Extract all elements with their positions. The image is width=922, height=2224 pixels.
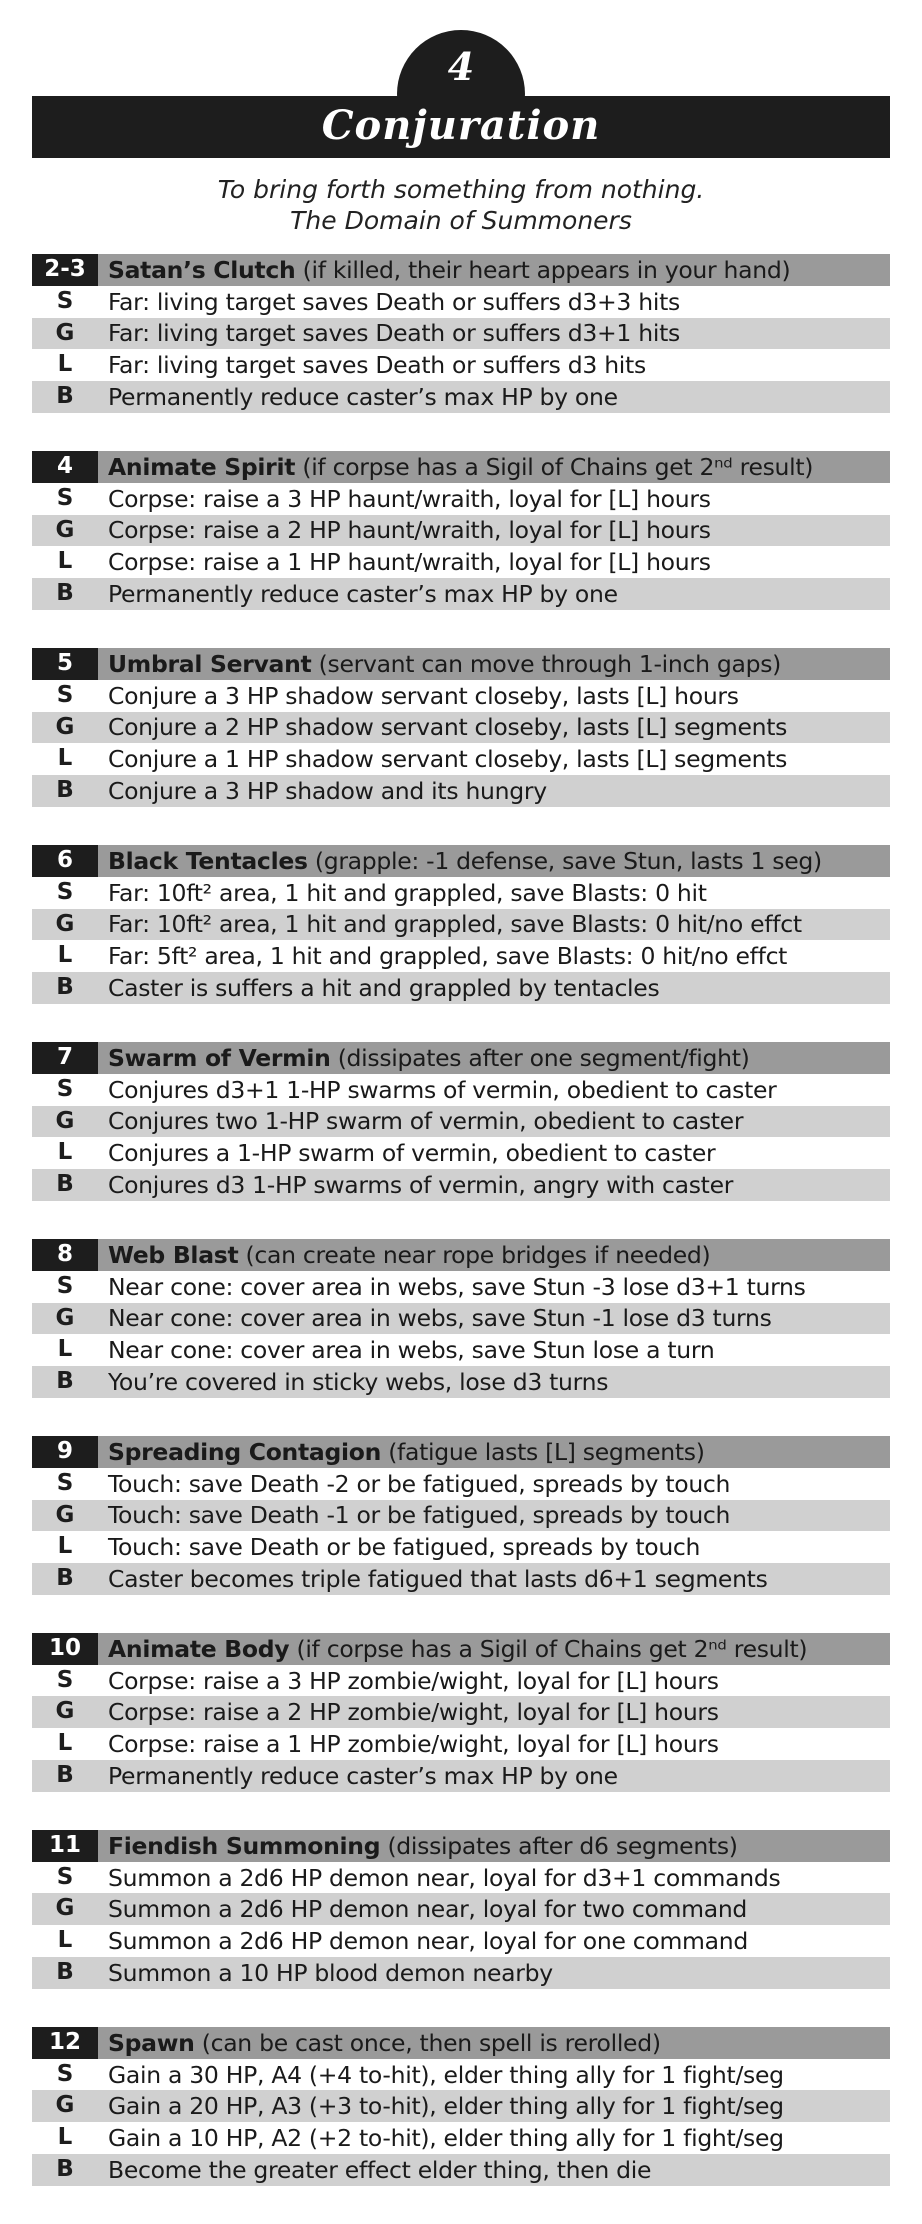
result-text: Far: living target saves Death or suffers d3+3 hits <box>108 287 680 316</box>
result-text: Conjures a 1-HP swarm of vermin, obedient to caster <box>108 1139 716 1168</box>
result-key: L <box>57 1927 73 1954</box>
result-key: B <box>56 2156 74 2183</box>
spell-name: Web Blast <box>108 1240 239 1269</box>
spell-roll: 11 <box>32 1830 98 1862</box>
result-key: B <box>56 1368 74 1395</box>
result-key: G <box>55 713 75 740</box>
spell-name: Animate Spirit <box>108 452 296 481</box>
spell-header-row <box>32 1436 890 1468</box>
result-row <box>32 1366 890 1398</box>
chapter-number: 4 <box>447 44 475 89</box>
result-text: Far: 10ft² area, 1 hit and grappled, save Blasts: 0 hit/no effct <box>108 910 802 939</box>
result-row <box>32 680 890 712</box>
result-row <box>32 286 890 318</box>
spell-title <box>98 650 890 678</box>
result-row <box>32 1334 890 1366</box>
result-text: Far: living target saves Death or suffers d3+1 hits <box>108 319 680 348</box>
spell-name: Black Tentacles <box>108 846 308 875</box>
spell-tables <box>32 254 890 2224</box>
result-row <box>32 909 890 941</box>
result-text: Near cone: cover area in webs, save Stun -3 lose d3+1 turns <box>108 1272 806 1301</box>
spell-roll: 2-3 <box>32 254 98 286</box>
spell-note: (grapple: -1 defense, save Stun, lasts 1 seg) <box>314 846 822 875</box>
result-text: Gain a 10 HP, A2 (+2 to-hit), elder thing ally for 1 fight/seg <box>108 2124 784 2153</box>
result-row <box>32 1271 890 1303</box>
result-row <box>32 1665 890 1697</box>
result-row <box>32 1531 890 1563</box>
result-key: S <box>56 287 74 314</box>
result-row <box>32 1106 890 1138</box>
spell-header-row <box>32 1830 890 1862</box>
spell-title <box>98 453 890 481</box>
spell-title <box>98 1044 890 1072</box>
spell-name: Swarm of Vermin <box>108 1043 331 1072</box>
result-text: Permanently reduce caster’s max HP by one <box>108 383 618 412</box>
result-key: S <box>56 1272 74 1299</box>
result-key: L <box>57 548 73 575</box>
spell-roll: 7 <box>32 1042 98 1074</box>
result-key: G <box>55 516 75 543</box>
result-text: Corpse: raise a 2 HP zombie/wight, loyal for [L] hours <box>108 1698 719 1727</box>
result-key: G <box>55 1304 75 1331</box>
result-row <box>32 1957 890 1989</box>
spell-note: (if corpse has a Sigil of Chains get 2ⁿᵈ result) <box>296 1634 808 1663</box>
result-key: B <box>56 974 74 1001</box>
result-key: L <box>57 351 73 378</box>
result-key: B <box>56 1762 74 1789</box>
spell-title <box>98 1832 890 1860</box>
spell-title <box>98 847 890 875</box>
result-key: S <box>56 2060 74 2087</box>
result-key: S <box>56 1075 74 1102</box>
result-key: G <box>55 910 75 937</box>
result-text: Conjure a 3 HP shadow servant closeby, lasts [L] hours <box>108 681 739 710</box>
spell-table <box>32 648 890 807</box>
spell-header-row <box>32 845 890 877</box>
result-row <box>32 1728 890 1760</box>
spell-header-row <box>32 1042 890 1074</box>
result-key: S <box>56 484 74 511</box>
result-key: G <box>55 1698 75 1725</box>
result-text: Conjure a 3 HP shadow and its hungry <box>108 777 547 806</box>
result-text: Corpse: raise a 1 HP haunt/wraith, loyal for [L] hours <box>108 548 711 577</box>
spell-note: (if killed, their heart appears in your hand) <box>302 255 791 284</box>
result-row <box>32 1169 890 1201</box>
result-text: Touch: save Death -2 or be fatigued, spreads by touch <box>108 1469 731 1498</box>
result-row <box>32 940 890 972</box>
result-text: Conjure a 1 HP shadow servant closeby, lasts [L] segments <box>108 745 788 774</box>
result-row <box>32 2154 890 2186</box>
spell-title <box>98 1438 890 1466</box>
spell-name: Spreading Contagion <box>108 1437 382 1466</box>
result-row <box>32 1925 890 1957</box>
result-key: G <box>55 1895 75 1922</box>
spell-note: (if corpse has a Sigil of Chains get 2ⁿᵈ result) <box>302 452 814 481</box>
result-key: L <box>57 942 73 969</box>
spell-header-row <box>32 254 890 286</box>
result-text: Far: 10ft² area, 1 hit and grappled, save Blasts: 0 hit <box>108 878 707 907</box>
result-text: Corpse: raise a 3 HP haunt/wraith, loyal for [L] hours <box>108 484 711 513</box>
spell-table <box>32 1633 890 1792</box>
spell-roll: 5 <box>32 648 98 680</box>
result-row <box>32 1137 890 1169</box>
spell-roll: 6 <box>32 845 98 877</box>
spell-header-row <box>32 648 890 680</box>
spell-header-row <box>32 1239 890 1271</box>
spell-title <box>98 2029 890 2057</box>
spell-title <box>98 1241 890 1269</box>
result-text: Far: 5ft² area, 1 hit and grappled, save Blasts: 0 hit/no effct <box>108 942 788 971</box>
result-text: Far: living target saves Death or suffers d3 hits <box>108 351 646 380</box>
result-text: Summon a 10 HP blood demon nearby <box>108 1958 553 1987</box>
result-text: Corpse: raise a 2 HP haunt/wraith, loyal for [L] hours <box>108 516 711 545</box>
result-key: G <box>55 2092 75 2119</box>
result-row <box>32 1074 890 1106</box>
result-key: L <box>57 2124 73 2151</box>
result-row <box>32 1468 890 1500</box>
spell-header-row <box>32 1633 890 1665</box>
result-row <box>32 546 890 578</box>
result-key: L <box>57 1336 73 1363</box>
result-row <box>32 2122 890 2154</box>
spell-note: (dissipates after one segment/fight) <box>337 1043 750 1072</box>
result-text: Touch: save Death -1 or be fatigued, spreads by touch <box>108 1501 731 1530</box>
result-text: Conjures d3+1 1-HP swarms of vermin, obedient to caster <box>108 1075 777 1104</box>
result-row <box>32 349 890 381</box>
result-row <box>32 1760 890 1792</box>
chapter-title: Conjuration <box>321 102 601 149</box>
spell-table <box>32 845 890 1004</box>
spell-name: Umbral Servant <box>108 649 312 678</box>
spell-name: Animate Body <box>108 1634 290 1663</box>
result-row <box>32 877 890 909</box>
result-row <box>32 1696 890 1728</box>
result-key: L <box>57 1730 73 1757</box>
result-key: B <box>56 1959 74 1986</box>
result-row <box>32 381 890 413</box>
result-row <box>32 1893 890 1925</box>
subtitle-line-2: The Domain of Summoners <box>290 206 632 235</box>
result-text: Permanently reduce caster’s max HP by one <box>108 580 618 609</box>
spell-table <box>32 1042 890 1201</box>
result-row <box>32 515 890 547</box>
result-key: G <box>55 319 75 346</box>
result-key: S <box>56 1863 74 1890</box>
result-text: Summon a 2d6 HP demon near, loyal for d3+1 commands <box>108 1863 781 1892</box>
result-text: Near cone: cover area in webs, save Stun -1 lose d3 turns <box>108 1304 772 1333</box>
spell-roll: 4 <box>32 451 98 483</box>
spell-name: Fiendish Summoning <box>108 1831 381 1860</box>
spell-table <box>32 451 890 610</box>
result-row <box>32 2090 890 2122</box>
spell-name: Satan’s Clutch <box>108 255 296 284</box>
spell-roll: 10 <box>32 1633 98 1665</box>
result-key: B <box>56 777 74 804</box>
result-text: Corpse: raise a 3 HP zombie/wight, loyal for [L] hours <box>108 1666 719 1695</box>
spell-note: (servant can move through 1-inch gaps) <box>318 649 782 678</box>
result-text: Caster is suffers a hit and grappled by tentacles <box>108 974 660 1003</box>
result-text: Caster becomes triple fatigued that lasts d6+1 segments <box>108 1564 768 1593</box>
result-row <box>32 1500 890 1532</box>
result-text: Gain a 30 HP, A4 (+4 to-hit), elder thing ally for 1 fight/seg <box>108 2060 784 2089</box>
result-key: L <box>57 1139 73 1166</box>
spell-title <box>98 1635 890 1663</box>
result-key: B <box>56 1565 74 1592</box>
result-text: Corpse: raise a 1 HP zombie/wight, loyal for [L] hours <box>108 1730 719 1759</box>
result-key: S <box>56 1469 74 1496</box>
spell-header-row <box>32 451 890 483</box>
spell-header-row <box>32 2027 890 2059</box>
result-text: Become the greater effect elder thing, then die <box>108 2155 652 2184</box>
result-text: Gain a 20 HP, A3 (+3 to-hit), elder thing ally for 1 fight/seg <box>108 2092 784 2121</box>
spell-note: (dissipates after d6 segments) <box>387 1831 738 1860</box>
result-row <box>32 318 890 350</box>
result-text: Summon a 2d6 HP demon near, loyal for two command <box>108 1895 748 1924</box>
result-key: B <box>56 1171 74 1198</box>
result-key: L <box>57 745 73 772</box>
result-key: G <box>55 1107 75 1134</box>
result-key: S <box>56 878 74 905</box>
result-row <box>32 1303 890 1335</box>
result-text: Touch: save Death or be fatigued, spreads by touch <box>108 1533 701 1562</box>
result-row <box>32 1862 890 1894</box>
spell-roll: 8 <box>32 1239 98 1271</box>
spell-note: (can be cast once, then spell is rerolled) <box>201 2028 661 2057</box>
spell-table <box>32 2027 890 2186</box>
result-text: Conjure a 2 HP shadow servant closeby, lasts [L] segments <box>108 713 788 742</box>
result-text: You’re covered in sticky webs, lose d3 turns <box>108 1368 609 1396</box>
spell-name: Spawn <box>108 2028 195 2057</box>
result-key: L <box>57 1533 73 1560</box>
result-row <box>32 578 890 610</box>
spell-roll: 12 <box>32 2027 98 2059</box>
spell-table <box>32 254 890 413</box>
result-text: Conjures d3 1-HP swarms of vermin, angry with caster <box>108 1171 734 1200</box>
spell-note: (can create near rope bridges if needed) <box>245 1240 711 1269</box>
result-key: S <box>56 1666 74 1693</box>
chapter-header <box>0 0 922 170</box>
chapter-subtitle <box>0 174 922 236</box>
spell-table <box>32 1239 890 1398</box>
spell-table <box>32 1436 890 1595</box>
spell-title <box>98 256 890 284</box>
result-text: Near cone: cover area in webs, save Stun lose a turn <box>108 1336 715 1365</box>
result-text: Permanently reduce caster’s max HP by one <box>108 1761 618 1790</box>
spell-roll: 9 <box>32 1436 98 1468</box>
result-key: B <box>56 383 74 410</box>
result-row <box>32 1563 890 1595</box>
result-key: B <box>56 580 74 607</box>
result-row <box>32 2059 890 2091</box>
result-key: S <box>56 681 74 708</box>
result-text: Summon a 2d6 HP demon near, loyal for one command <box>108 1927 748 1956</box>
result-text: Conjures two 1-HP swarm of vermin, obedient to caster <box>108 1107 744 1136</box>
result-row <box>32 483 890 515</box>
spell-note: (fatigue lasts [L] segments) <box>388 1437 705 1466</box>
spell-table <box>32 1830 890 1989</box>
result-row <box>32 775 890 807</box>
subtitle-line-1: To bring forth something from nothing. <box>217 175 705 204</box>
result-row <box>32 712 890 744</box>
result-row <box>32 972 890 1004</box>
result-key: G <box>55 1501 75 1528</box>
result-row <box>32 743 890 775</box>
